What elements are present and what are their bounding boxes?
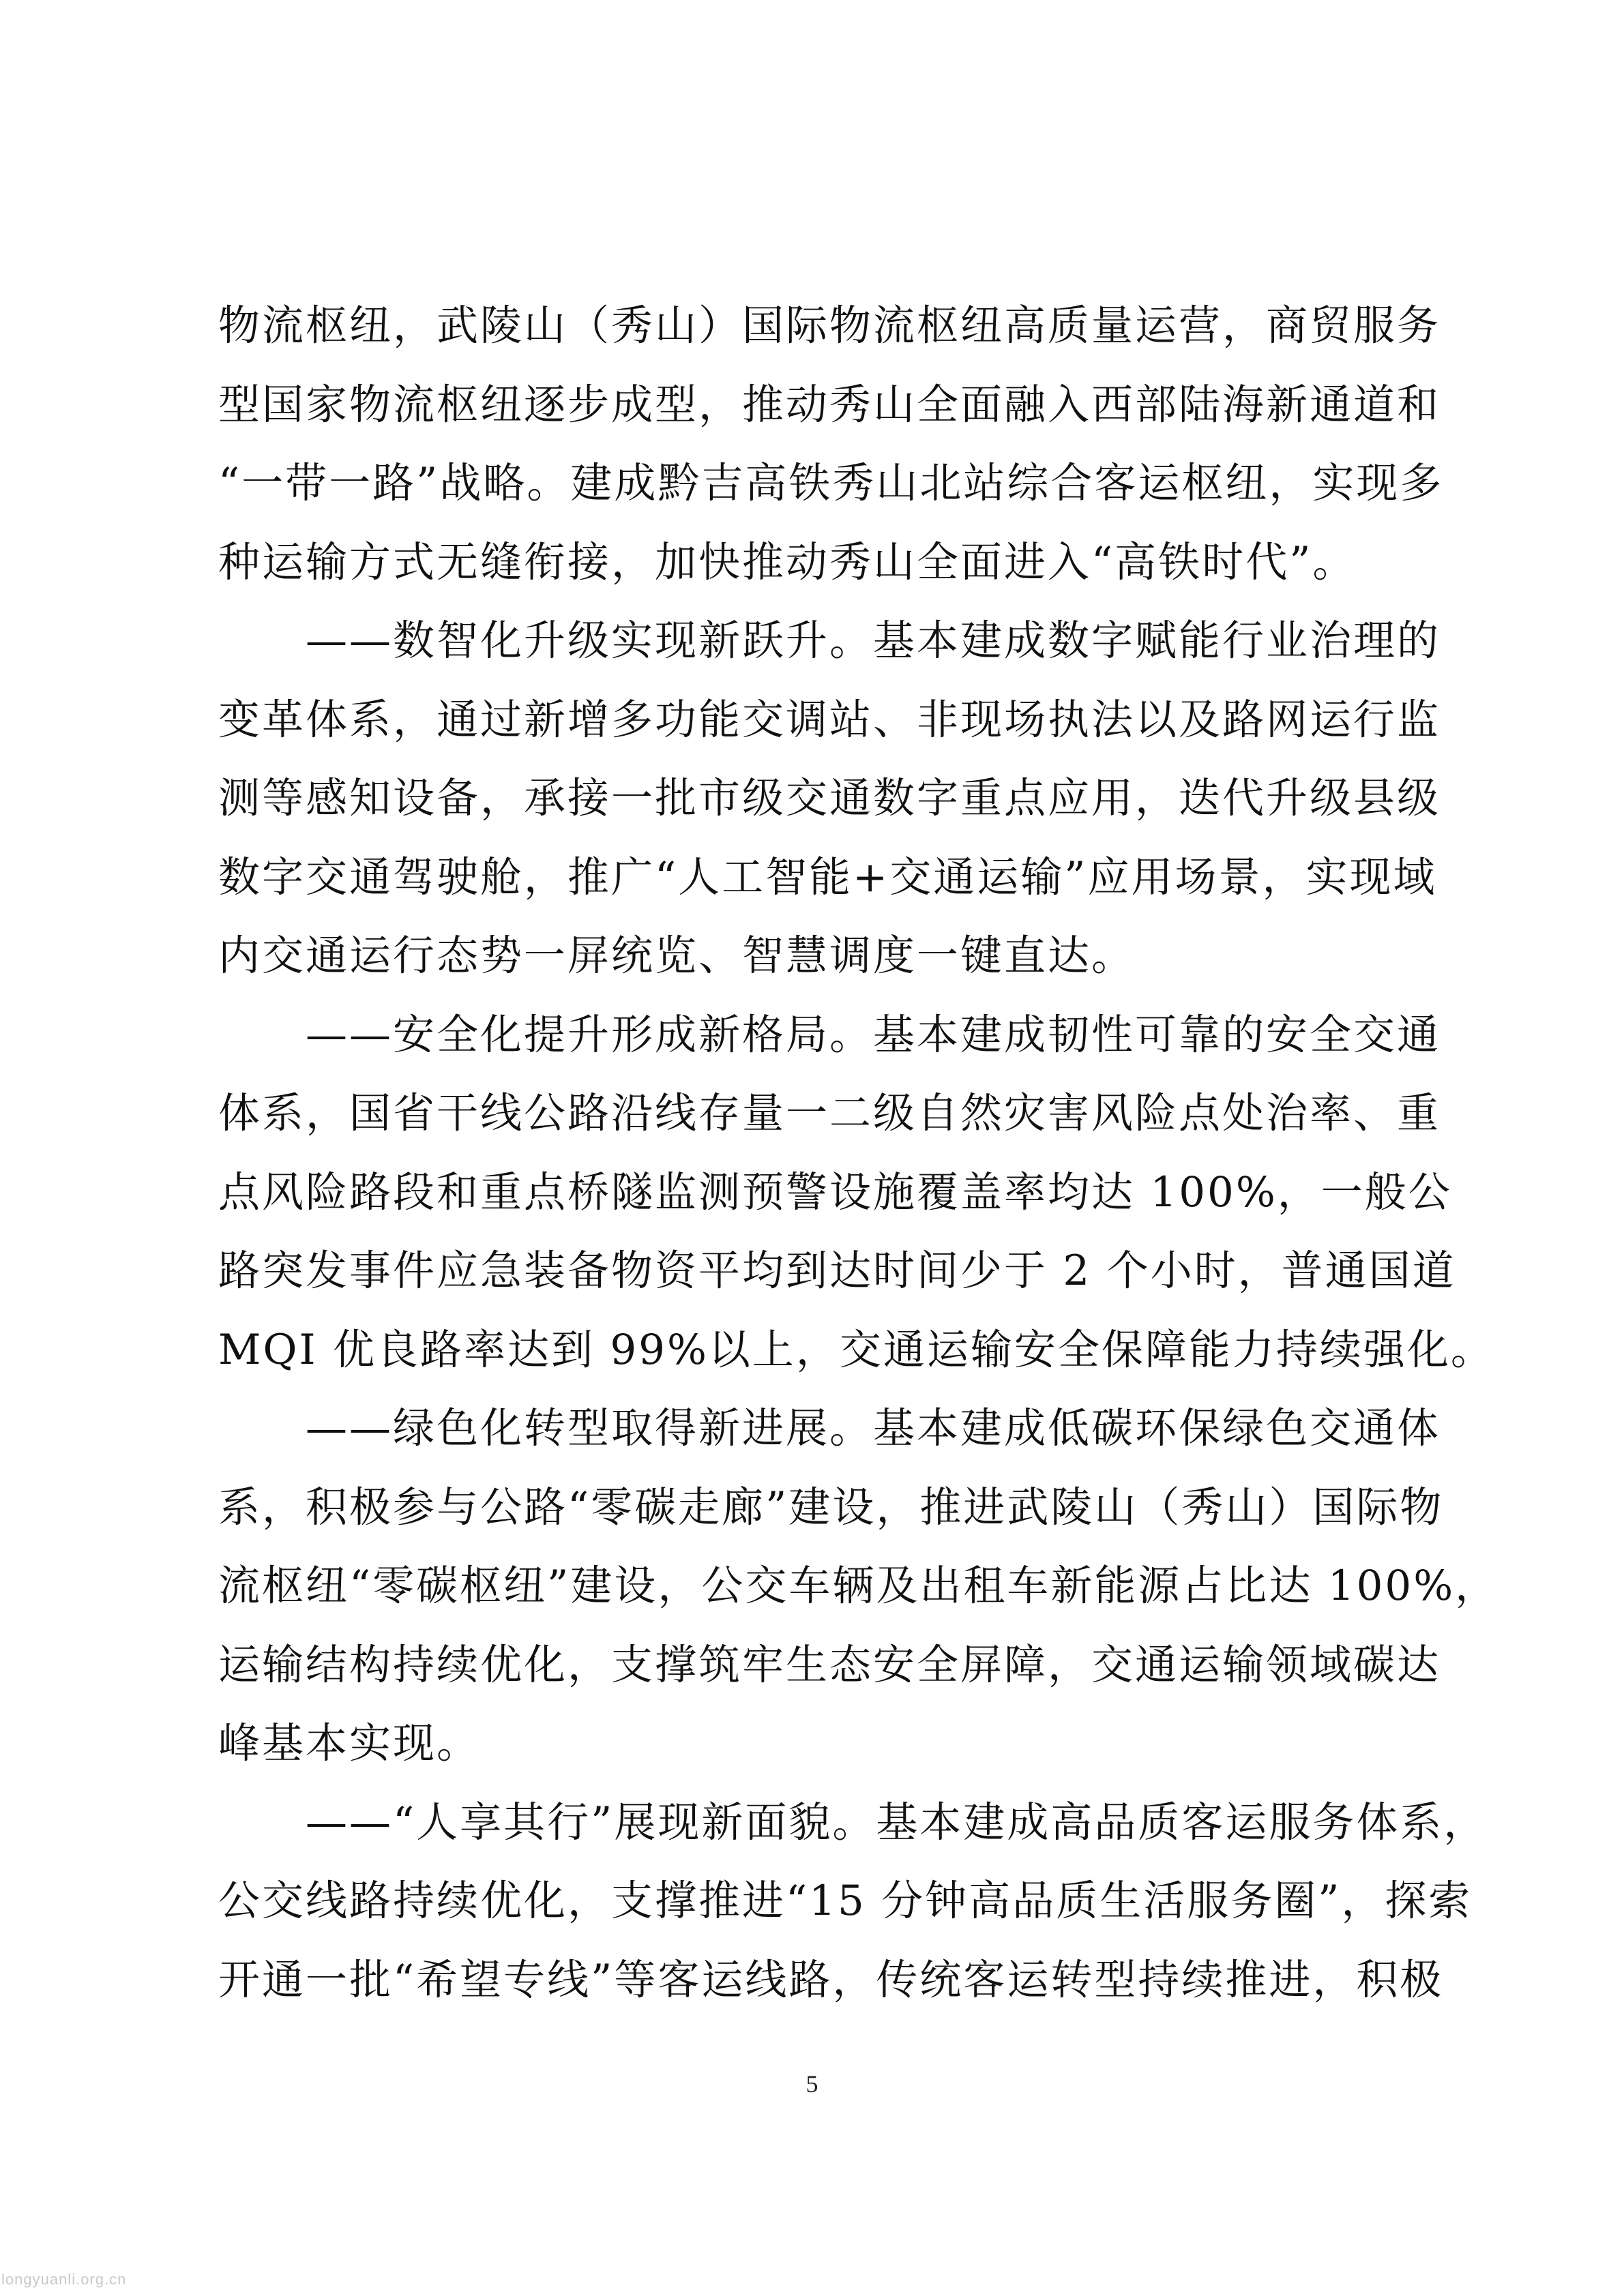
body-line: 测等感知设备，承接一批市级交通数字重点应用，迭代升级县级 bbox=[218, 774, 1441, 822]
body-line: 路突发事件应急装备物资平均到达时间少于 2 个小时，普通国道 bbox=[218, 1247, 1456, 1295]
body-line: “一带一路”战略。建成黔吉高铁秀山北站综合客运枢纽，实现多 bbox=[218, 459, 1444, 507]
watermark: longyuanli.org.cn bbox=[1, 2271, 127, 2288]
body-line: ——数智化升级实现新跃升。基本建成数字赋能行业治理的 bbox=[218, 616, 1441, 665]
body-line: 数字交通驾驶舱，推广“人工智能+交通运输”应用场景，实现域 bbox=[218, 852, 1437, 901]
body-line: 系，积极参与公路“零碳走廊”建设，推进武陵山（秀山）国际物 bbox=[218, 1482, 1444, 1532]
body-line: 开通一批“希望专线”等客运线路，传统客运转型持续推进，积极 bbox=[218, 1955, 1444, 2004]
body-line: ——“人享其行”展现新面貌。基本建成高品质客运服务体系， bbox=[218, 1798, 1488, 1847]
body-line: MQI 优良路率达到 99%以上，交通运输安全保障能力持续强化。 bbox=[218, 1325, 1494, 1374]
body-line: 变革体系，通过新增多功能交调站、非现场执法以及路网运行监 bbox=[218, 695, 1441, 744]
body-line: 体系，国省干线公路沿线存量一二级自然灾害风险点处治率、重 bbox=[218, 1089, 1441, 1137]
body-line: 物流枢纽，武陵山（秀山）国际物流枢纽高质量运营，商贸服务 bbox=[218, 301, 1441, 350]
body-line: 公交线路持续优化，支撑推进“15 分钟高品质生活服务圈”，探索 bbox=[218, 1877, 1473, 1925]
body-line: 型国家物流枢纽逐步成型，推动秀山全面融入西部陆海新通道和 bbox=[218, 380, 1441, 429]
document-body bbox=[218, 286, 1499, 2019]
body-line: 运输结构持续优化，支撑筑牢生态安全屏障，交通运输领域碳达 bbox=[218, 1640, 1441, 1689]
body-line: ——绿色化转型取得新进展。基本建成低碳环保绿色交通体 bbox=[218, 1404, 1441, 1452]
body-line: 内交通运行态势一屏统览、智慧调度一键直达。 bbox=[218, 931, 1136, 980]
body-line: 点风险路段和重点桥隧监测预警设施覆盖率均达 100%，一般公 bbox=[218, 1167, 1452, 1217]
body-line: 流枢纽“零碳枢纽”建设，公交车辆及出租车新能源占比达 100%， bbox=[218, 1562, 1499, 1610]
body-line: 峰基本实现。 bbox=[218, 1719, 481, 1768]
body-line: ——安全化提升形成新格局。基本建成韧性可靠的安全交通 bbox=[218, 1010, 1441, 1059]
body-line: 种运输方式无缝衔接，加快推动秀山全面进入“高铁时代”。 bbox=[218, 537, 1357, 586]
page-number: 5 bbox=[806, 2070, 818, 2098]
